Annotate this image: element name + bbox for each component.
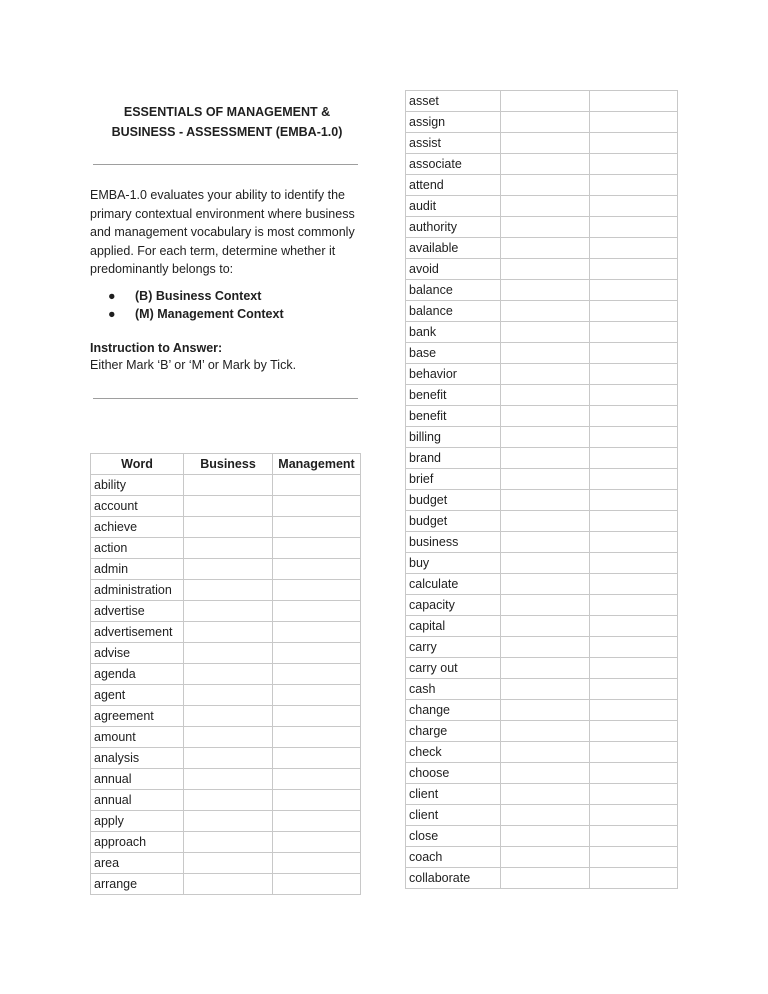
management-answer-cell[interactable] <box>273 685 361 706</box>
word-cell: ability <box>91 475 184 496</box>
table-row <box>91 790 361 811</box>
word-cell: attend <box>406 175 501 196</box>
word-cell: audit <box>406 196 501 217</box>
business-answer-cell[interactable] <box>501 826 590 847</box>
column-header-business: Business <box>184 454 273 475</box>
business-answer-cell[interactable] <box>501 574 590 595</box>
table-row <box>406 721 678 742</box>
business-answer-cell[interactable] <box>184 874 273 895</box>
table-row <box>406 553 678 574</box>
business-answer-cell[interactable] <box>184 622 273 643</box>
word-cell: capital <box>406 616 501 637</box>
management-answer-cell[interactable] <box>590 280 678 301</box>
word-cell: asset <box>406 91 501 112</box>
management-answer-cell[interactable] <box>590 805 678 826</box>
table-row <box>406 91 678 112</box>
business-answer-cell[interactable] <box>501 532 590 553</box>
management-answer-cell[interactable] <box>273 622 361 643</box>
business-answer-cell[interactable] <box>501 406 590 427</box>
table-row <box>406 301 678 322</box>
business-answer-cell[interactable] <box>501 658 590 679</box>
business-answer-cell[interactable] <box>184 496 273 517</box>
management-answer-cell[interactable] <box>590 637 678 658</box>
table-row <box>406 343 678 364</box>
management-answer-cell[interactable] <box>590 343 678 364</box>
word-cell: advertisement <box>91 622 184 643</box>
word-cell: benefit <box>406 406 501 427</box>
management-answer-cell[interactable] <box>273 706 361 727</box>
business-answer-cell[interactable] <box>501 280 590 301</box>
management-answer-cell[interactable] <box>590 721 678 742</box>
table-row <box>406 322 678 343</box>
word-cell: choose <box>406 763 501 784</box>
table-row <box>406 448 678 469</box>
business-answer-cell[interactable] <box>501 301 590 322</box>
word-cell: associate <box>406 154 501 175</box>
word-cell: check <box>406 742 501 763</box>
table-row <box>406 700 678 721</box>
table-row <box>91 706 361 727</box>
business-answer-cell[interactable] <box>184 664 273 685</box>
table-row <box>91 643 361 664</box>
table-row <box>406 532 678 553</box>
management-answer-cell[interactable] <box>590 364 678 385</box>
divider <box>93 398 358 399</box>
word-cell: advise <box>91 643 184 664</box>
word-cell: annual <box>91 769 184 790</box>
instructions-heading: Instruction to Answer: <box>90 341 223 355</box>
management-answer-cell[interactable] <box>590 868 678 889</box>
word-cell: advertise <box>91 601 184 622</box>
management-answer-cell[interactable] <box>273 664 361 685</box>
word-cell: benefit <box>406 385 501 406</box>
table-row <box>91 664 361 685</box>
management-answer-cell[interactable] <box>590 532 678 553</box>
management-answer-cell[interactable] <box>590 763 678 784</box>
word-cell: carry out <box>406 658 501 679</box>
word-cell: cash <box>406 679 501 700</box>
business-answer-cell[interactable] <box>501 553 590 574</box>
business-answer-cell[interactable] <box>501 742 590 763</box>
word-cell: brief <box>406 469 501 490</box>
word-cell: authority <box>406 217 501 238</box>
word-cell: client <box>406 805 501 826</box>
management-answer-cell[interactable] <box>590 427 678 448</box>
column-header-word: Word <box>91 454 184 475</box>
word-cell: achieve <box>91 517 184 538</box>
management-answer-cell[interactable] <box>273 853 361 874</box>
table-row <box>406 868 678 889</box>
management-answer-cell[interactable] <box>273 874 361 895</box>
management-answer-cell[interactable] <box>590 91 678 112</box>
business-answer-cell[interactable] <box>184 601 273 622</box>
business-answer-cell[interactable] <box>501 364 590 385</box>
business-answer-cell[interactable] <box>501 679 590 700</box>
management-answer-cell[interactable] <box>590 196 678 217</box>
business-answer-cell[interactable] <box>501 259 590 280</box>
word-cell: collaborate <box>406 868 501 889</box>
management-answer-cell[interactable] <box>590 217 678 238</box>
table-row <box>406 427 678 448</box>
management-answer-cell[interactable] <box>590 553 678 574</box>
word-cell: brand <box>406 448 501 469</box>
word-cell: budget <box>406 490 501 511</box>
business-answer-cell[interactable] <box>184 538 273 559</box>
management-answer-cell[interactable] <box>273 811 361 832</box>
business-answer-cell[interactable] <box>184 853 273 874</box>
business-answer-cell[interactable] <box>184 706 273 727</box>
table-row <box>91 685 361 706</box>
word-cell: close <box>406 826 501 847</box>
business-answer-cell[interactable] <box>184 580 273 601</box>
business-answer-cell[interactable] <box>501 490 590 511</box>
management-answer-cell[interactable] <box>590 301 678 322</box>
business-answer-cell[interactable] <box>501 595 590 616</box>
table-row <box>91 874 361 895</box>
business-answer-cell[interactable] <box>501 805 590 826</box>
business-answer-cell[interactable] <box>501 847 590 868</box>
management-answer-cell[interactable] <box>273 601 361 622</box>
table-row <box>406 238 678 259</box>
management-answer-cell[interactable] <box>590 322 678 343</box>
management-answer-cell[interactable] <box>590 238 678 259</box>
word-cell: buy <box>406 553 501 574</box>
management-answer-cell[interactable] <box>590 616 678 637</box>
table-row <box>406 616 678 637</box>
management-answer-cell[interactable] <box>590 679 678 700</box>
business-answer-cell[interactable] <box>501 91 590 112</box>
table-row <box>91 727 361 748</box>
word-cell: balance <box>406 301 501 322</box>
intro-paragraph: EMBA-1.0 evaluates your ability to identify the primary contextual environment where business and management vocabulary is most commonly applied. For each term, determine whether it predominantly belongs to: <box>90 188 355 276</box>
table-row <box>91 748 361 769</box>
management-answer-cell[interactable] <box>590 448 678 469</box>
business-answer-cell[interactable] <box>501 196 590 217</box>
management-answer-cell[interactable] <box>590 154 678 175</box>
word-cell: business <box>406 532 501 553</box>
word-cell: annual <box>91 790 184 811</box>
vocab-table-left <box>90 453 361 895</box>
management-answer-cell[interactable] <box>273 580 361 601</box>
management-answer-cell[interactable] <box>590 385 678 406</box>
business-answer-cell[interactable] <box>501 427 590 448</box>
table-row <box>406 511 678 532</box>
word-cell: approach <box>91 832 184 853</box>
table-row <box>91 496 361 517</box>
management-answer-cell[interactable] <box>590 826 678 847</box>
management-answer-cell[interactable] <box>273 538 361 559</box>
word-cell: budget <box>406 511 501 532</box>
management-answer-cell[interactable] <box>273 790 361 811</box>
business-answer-cell[interactable] <box>501 112 590 133</box>
table-row <box>406 112 678 133</box>
table-row <box>406 574 678 595</box>
instructions-text: Either Mark ‘B’ or ‘M’ or Mark by Tick. <box>90 358 297 372</box>
management-answer-cell[interactable] <box>590 700 678 721</box>
table-row <box>91 580 361 601</box>
table-row <box>406 175 678 196</box>
word-cell: amount <box>91 727 184 748</box>
business-answer-cell[interactable] <box>184 559 273 580</box>
management-answer-cell[interactable] <box>590 133 678 154</box>
table-row <box>406 469 678 490</box>
business-answer-cell[interactable] <box>184 832 273 853</box>
business-answer-cell[interactable] <box>184 790 273 811</box>
table-row <box>406 259 678 280</box>
word-cell: billing <box>406 427 501 448</box>
word-cell: base <box>406 343 501 364</box>
word-cell: arrange <box>91 874 184 895</box>
word-cell: assist <box>406 133 501 154</box>
table-header-row <box>91 454 361 475</box>
word-cell: action <box>91 538 184 559</box>
word-cell: available <box>406 238 501 259</box>
business-answer-cell[interactable] <box>501 448 590 469</box>
word-cell: charge <box>406 721 501 742</box>
business-answer-cell[interactable] <box>501 637 590 658</box>
word-cell: carry <box>406 637 501 658</box>
management-answer-cell[interactable] <box>590 490 678 511</box>
table-row <box>406 490 678 511</box>
table-row <box>406 406 678 427</box>
word-cell: bank <box>406 322 501 343</box>
word-cell: avoid <box>406 259 501 280</box>
business-answer-cell[interactable] <box>501 175 590 196</box>
business-answer-cell[interactable] <box>501 616 590 637</box>
document-title-block <box>90 102 360 142</box>
table-row <box>406 385 678 406</box>
management-answer-cell[interactable] <box>590 742 678 763</box>
business-answer-cell[interactable] <box>501 511 590 532</box>
management-answer-cell[interactable] <box>590 469 678 490</box>
word-cell: coach <box>406 847 501 868</box>
business-answer-cell[interactable] <box>184 685 273 706</box>
management-answer-cell[interactable] <box>590 511 678 532</box>
bullet-icon: ● <box>108 306 116 321</box>
table-row <box>406 280 678 301</box>
business-answer-cell[interactable] <box>184 811 273 832</box>
table-row <box>406 784 678 805</box>
management-answer-cell[interactable] <box>590 847 678 868</box>
management-answer-cell[interactable] <box>273 748 361 769</box>
table-row <box>406 364 678 385</box>
management-answer-cell[interactable] <box>590 658 678 679</box>
business-answer-cell[interactable] <box>501 700 590 721</box>
table-row <box>91 832 361 853</box>
word-cell: admin <box>91 559 184 580</box>
word-cell: agreement <box>91 706 184 727</box>
table-row <box>91 475 361 496</box>
table-row <box>406 196 678 217</box>
management-answer-cell[interactable] <box>590 112 678 133</box>
management-answer-cell[interactable] <box>590 259 678 280</box>
management-answer-cell[interactable] <box>273 496 361 517</box>
word-cell: assign <box>406 112 501 133</box>
management-answer-cell[interactable] <box>590 574 678 595</box>
business-answer-cell[interactable] <box>501 721 590 742</box>
table-row <box>91 538 361 559</box>
management-answer-cell[interactable] <box>273 832 361 853</box>
table-row <box>406 679 678 700</box>
table-row <box>406 595 678 616</box>
management-answer-cell[interactable] <box>273 643 361 664</box>
divider <box>93 164 358 165</box>
word-cell: administration <box>91 580 184 601</box>
business-answer-cell[interactable] <box>184 475 273 496</box>
table-row <box>406 742 678 763</box>
business-answer-cell[interactable] <box>501 238 590 259</box>
word-cell: apply <box>91 811 184 832</box>
column-header-management: Management <box>273 454 361 475</box>
business-answer-cell[interactable] <box>501 154 590 175</box>
business-answer-cell[interactable] <box>501 322 590 343</box>
table-row <box>91 853 361 874</box>
word-cell: behavior <box>406 364 501 385</box>
table-row <box>91 601 361 622</box>
table-row <box>406 805 678 826</box>
bullet-icon: ● <box>108 289 116 303</box>
management-answer-cell[interactable] <box>590 784 678 805</box>
management-answer-cell[interactable] <box>590 595 678 616</box>
business-answer-cell[interactable] <box>501 784 590 805</box>
management-answer-cell[interactable] <box>273 727 361 748</box>
business-answer-cell[interactable] <box>501 868 590 889</box>
table-row <box>91 559 361 580</box>
instructions <box>90 340 296 374</box>
word-cell: analysis <box>91 748 184 769</box>
word-cell: change <box>406 700 501 721</box>
management-answer-cell[interactable] <box>273 475 361 496</box>
business-answer-cell[interactable] <box>184 643 273 664</box>
business-answer-cell[interactable] <box>184 748 273 769</box>
option-business: ● (B) Business Context <box>108 288 284 306</box>
table-row <box>406 763 678 784</box>
table-row <box>406 637 678 658</box>
management-answer-cell[interactable] <box>273 769 361 790</box>
option-management: ● (M) Management Context <box>108 306 284 324</box>
table-row <box>91 769 361 790</box>
word-cell: account <box>91 496 184 517</box>
table-row <box>406 826 678 847</box>
business-answer-cell[interactable] <box>501 343 590 364</box>
business-answer-cell[interactable] <box>501 133 590 154</box>
business-answer-cell[interactable] <box>501 385 590 406</box>
word-cell: balance <box>406 280 501 301</box>
options-list <box>108 288 284 323</box>
business-answer-cell[interactable] <box>501 217 590 238</box>
table-row <box>406 847 678 868</box>
word-cell: agent <box>91 685 184 706</box>
table-row <box>91 622 361 643</box>
business-answer-cell[interactable] <box>184 769 273 790</box>
vocab-table-right <box>405 90 678 889</box>
table-row <box>91 811 361 832</box>
management-answer-cell[interactable] <box>273 517 361 538</box>
table-row <box>406 217 678 238</box>
word-cell: client <box>406 784 501 805</box>
business-answer-cell[interactable] <box>501 763 590 784</box>
page-title: ESSENTIALS OF MANAGEMENT & BUSINESS - ASSESSMENT (EMBA-1.0) <box>111 105 343 139</box>
management-answer-cell[interactable] <box>590 406 678 427</box>
word-cell: area <box>91 853 184 874</box>
management-answer-cell[interactable] <box>273 559 361 580</box>
table-row <box>406 658 678 679</box>
management-answer-cell[interactable] <box>590 175 678 196</box>
word-cell: capacity <box>406 595 501 616</box>
business-answer-cell[interactable] <box>184 517 273 538</box>
table-row <box>91 517 361 538</box>
table-row <box>406 154 678 175</box>
word-cell: agenda <box>91 664 184 685</box>
business-answer-cell[interactable] <box>501 469 590 490</box>
word-cell: calculate <box>406 574 501 595</box>
table-row <box>406 133 678 154</box>
business-answer-cell[interactable] <box>184 727 273 748</box>
